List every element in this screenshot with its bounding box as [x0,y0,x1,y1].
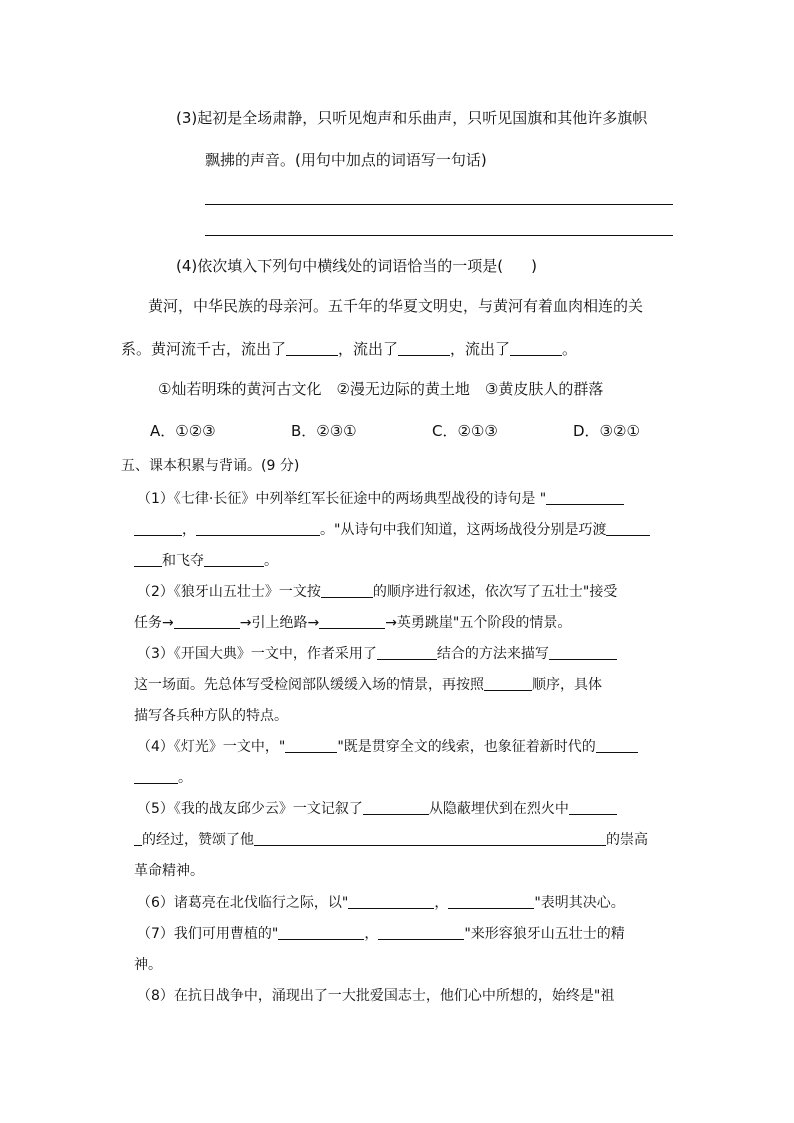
s5-item1-blank-1a[interactable] [546,489,624,505]
s5-item5-blank-1[interactable] [363,799,429,815]
s5-item3-text-b: 结合的方法来描写 [436,646,549,662]
s5-item5-blank-2a[interactable] [569,799,617,815]
section5-heading-text: 五、课本积累与背诵。(9 分) [121,458,300,474]
s5-item1-blank-3b[interactable] [134,551,162,567]
s5-item4-blank-2a[interactable] [596,737,638,753]
q4-para-text-2c: ，流出了 [450,340,511,358]
s5-item4-line2 [134,768,192,788]
s5-item6-text-b: ， [434,895,449,911]
q4-blank-3[interactable] [510,340,562,356]
s5-item1-text-a: （1）《七律·长征》中列举红军长征途中的两场典型战役的诗句是 " [137,491,547,507]
s5-item1-blank-1b[interactable] [134,520,182,536]
s5-item3-text-e: 描写各兵种方队的特点。 [134,708,288,724]
s5-item5-text-e: 革命精神。 [134,863,204,879]
q3-answer-line-2[interactable] [205,235,673,236]
q4-option-a[interactable] [150,421,216,441]
s5-item1-line1 [137,489,624,509]
q4-para-text-2d: 。 [562,340,578,358]
s5-item6-line1 [137,893,625,913]
s5-item4-blank-2b[interactable] [134,768,178,784]
q4-blank-2[interactable] [398,340,450,356]
s5-item7-blank-1[interactable] [278,924,364,940]
q4-option-c[interactable] [432,421,498,441]
s5-item1-text-c: 。"从诗句中我们知道，这两场战役分别是巧渡 [320,522,607,538]
s5-item2-line2 [134,613,571,633]
s5-item1-text-e: 。 [264,553,278,569]
section5-heading [121,456,299,476]
s5-item7-text-a: （7）我们可用曹植的" [137,926,279,942]
q3-text-1: (3)起初是全场肃静，只听见炮声和乐曲声，只听见国旗和其他许多旗帜 [176,109,648,127]
q3-text-2: 飘拂的声音。(用句中加点的词语写一句话) [205,151,487,169]
s5-item1-blank-4[interactable] [204,551,264,567]
s5-item7-text-c: "来形容狼牙山五壮士的精 [464,926,625,942]
s5-item3-blank-3[interactable] [484,675,532,691]
q4-option-d[interactable] [573,421,640,441]
s5-item1-line2 [134,520,650,540]
q4-para-text-2b: ，流出了 [338,340,399,358]
s5-item7-line2 [134,955,162,975]
s5-item3-blank-2[interactable] [549,644,617,660]
s5-item5-text-c: 的经过，赞颂了他 [142,832,254,848]
s5-item3-line2 [134,675,602,695]
q4-choices-text: ①灿若明珠的黄河古文化 ②漫无边际的黄土地 ③黄皮肤人的群落 [158,380,604,398]
s5-item4-blank-1[interactable] [285,737,337,753]
s5-item6-text-a: （6）诸葛亮在北伐临行之际，以" [137,895,349,911]
s5-item2-blank-3[interactable] [319,613,385,629]
s5-item5-blank-3[interactable] [254,830,606,846]
s5-item3-line1 [137,644,617,664]
q4-prompt-close: ) [531,257,537,275]
s5-item1-blank-3a[interactable] [606,520,650,536]
s5-item5-line1 [137,799,617,819]
q3-line-2 [205,150,487,170]
s5-item6-text-c: "表明其决心。 [534,895,625,911]
s5-item7-line1 [137,924,625,944]
q4-blank-1[interactable] [286,340,338,356]
s5-item7-text-b: ， [364,926,379,942]
s5-item6-blank-2[interactable] [448,893,534,909]
s5-item2-text-e: →英勇跳崖"五个阶段的情景。 [385,615,572,631]
s5-item2-text-d: →引上绝路→ [239,615,320,631]
s5-item4-text-a: （4）《灯光》一文中，" [137,739,286,755]
q4-option-b[interactable] [291,421,357,441]
q4-option-a-text: A．①②③ [150,422,216,440]
q4-option-b-text: B．②③① [291,422,357,440]
s5-item8-line1 [137,986,614,1006]
q3-line-1 [176,108,647,128]
s5-item6-blank-1[interactable] [348,893,434,909]
s5-item1-blank-2[interactable] [196,520,320,536]
q4-choices [158,379,603,399]
q4-option-c-text: C．②①③ [432,422,498,440]
s5-item4-text-c: 。 [178,770,192,786]
q3-answer-line-1[interactable] [205,204,673,205]
s5-item7-blank-2[interactable] [378,924,464,940]
s5-item2-blank-1[interactable] [321,582,373,598]
q4-paragraph-line-2 [121,339,577,359]
s5-item5-line2 [134,830,648,850]
s5-item2-line1 [137,582,617,602]
s5-item3-blank-1[interactable] [377,644,437,660]
s5-item5-text-b: 从隐蔽埋伏到在烈火中 [428,801,569,817]
s5-item4-text-b: "既是贯穿全文的线索，也象征着新时代的 [337,739,596,755]
q4-para-text-2a: 系。黄河流千古，流出了 [121,340,287,358]
q4-option-d-text: D．③②① [573,422,640,440]
q4-paragraph-line-1 [148,296,643,316]
s5-item2-text-c: 任务→ [134,615,174,631]
s5-item3-text-d: 顺序，具体 [532,677,602,693]
s5-item1-text-d: 和飞夺 [162,553,204,569]
s5-item1-line3 [134,551,278,571]
s5-item3-text-c: 这一场面。先总体写受检阅部队缓缓入场的情景，再按照 [134,677,484,693]
s5-item2-text-b: 的顺序进行叙述，依次写了五壮士"接受 [372,584,618,600]
s5-item8-text-a: （8）在抗日战争中，涌现出了一大批爱国志士，他们心中所想的，始终是"祖 [137,988,615,1004]
q4-prompt [176,256,537,276]
s5-item5-line3 [134,861,204,881]
q4-para-text-1: 黄河，中华民族的母亲河。五千年的华夏文明史，与黄河有着血肉相连的关 [148,297,644,315]
q4-prompt-text: (4)依次填入下列句中横线处的词语恰当的一项是( [176,257,504,275]
s5-item2-blank-2[interactable] [174,613,240,629]
s5-item5-blank-2b[interactable] [134,830,142,846]
s5-item4-line1 [137,737,638,757]
s5-item1-text-b: ， [182,522,196,538]
s5-item2-text-a: （2）《狼牙山五壮士》一文按 [137,584,321,600]
s5-item3-text-a: （3）《开国大典》一文中，作者采用了 [137,646,377,662]
s5-item3-line3 [134,706,288,726]
s5-item7-text-d: 神。 [134,957,162,973]
s5-item5-text-a: （5）《我的战友邱少云》一文记叙了 [137,801,363,817]
s5-item5-text-d: 的崇高 [606,832,648,848]
